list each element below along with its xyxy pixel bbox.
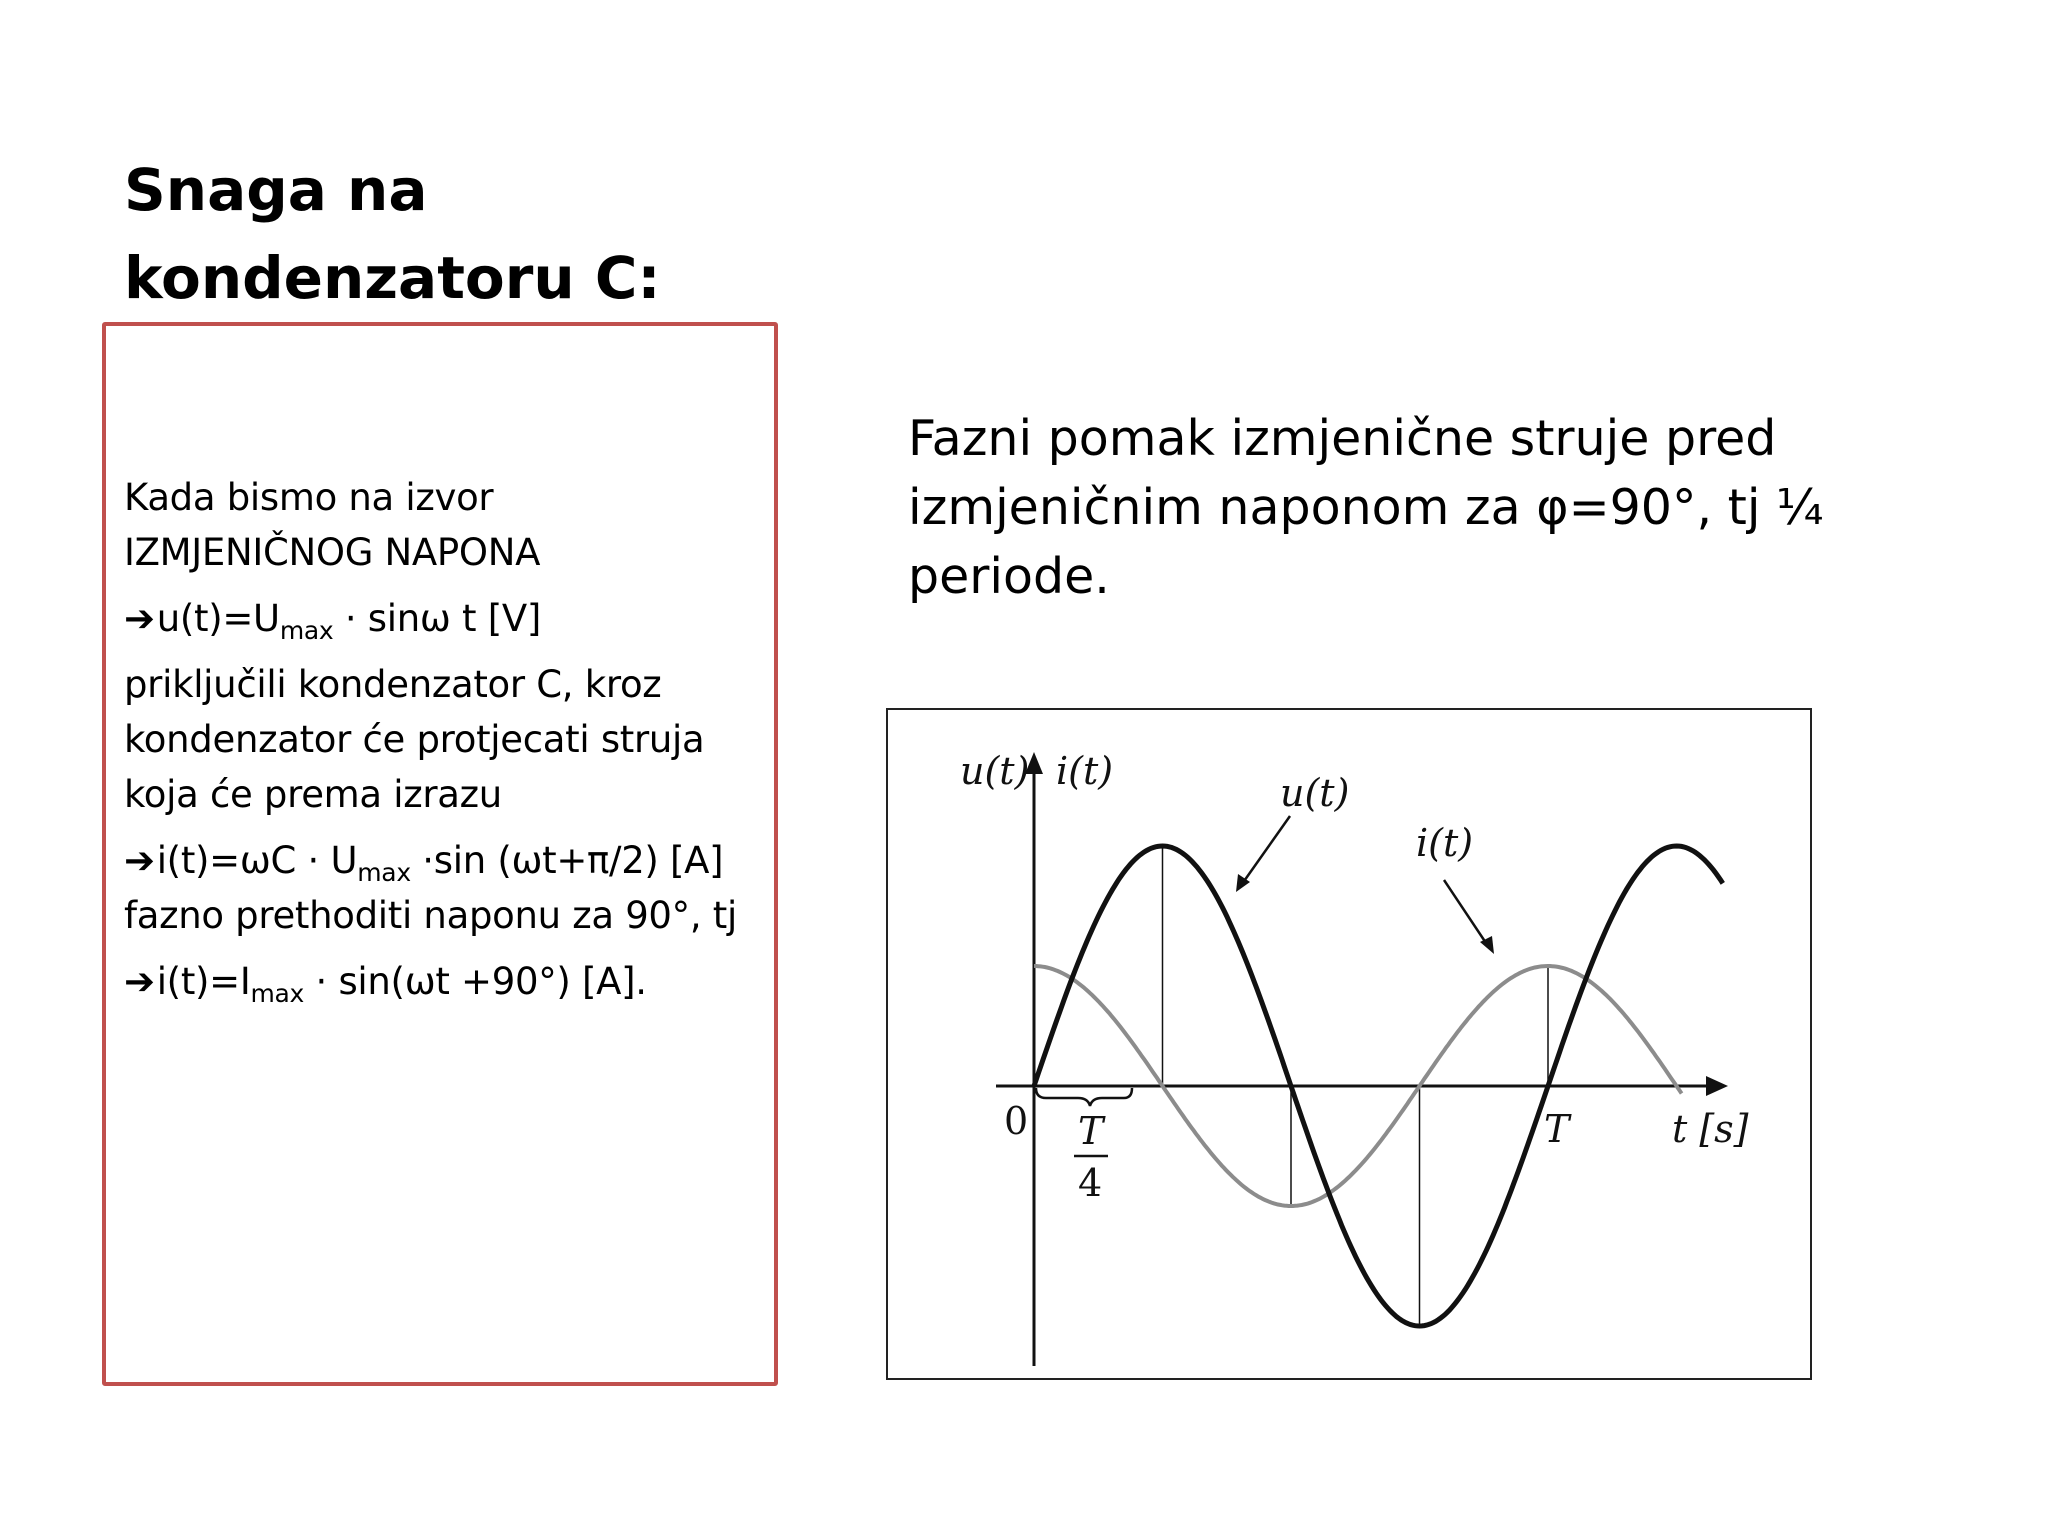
title-line-1: Snaga na bbox=[124, 156, 428, 224]
waveform-figure bbox=[886, 708, 1812, 1380]
text-line: Kada bismo na izvor bbox=[124, 476, 494, 519]
period-label: T bbox=[1544, 1107, 1570, 1151]
formula-part: u(t)=U bbox=[156, 597, 280, 640]
title-line-2: kondenzatoru C: bbox=[124, 244, 661, 312]
right-text-line: Fazni pomak izmjenične struje pred bbox=[908, 410, 1777, 467]
phase-shift-text bbox=[908, 404, 1908, 611]
arrow-icon: ➔ bbox=[124, 839, 155, 882]
formula-voltage bbox=[124, 591, 784, 646]
formula-subscript: max bbox=[250, 979, 305, 1008]
pointer-u bbox=[1242, 816, 1290, 884]
quarter-period-denominator: 4 bbox=[1078, 1161, 1103, 1205]
curve-label-u: u(t) bbox=[1280, 771, 1350, 815]
formula-part: ·sin (ωt+π/2) [A] bbox=[410, 839, 724, 882]
y-axis-label-i: i(t) bbox=[1056, 749, 1114, 793]
waveform-chart bbox=[888, 710, 1814, 1382]
quarter-period-numerator: T bbox=[1078, 1109, 1104, 1153]
formula-part: i(t)=I bbox=[156, 960, 251, 1003]
x-axis-label: t [s] bbox=[1672, 1107, 1749, 1151]
formula-part: · sin(ωt +90°) [A]. bbox=[304, 960, 647, 1003]
quarter-period-bracket bbox=[1036, 1088, 1132, 1106]
arrow-icon: ➔ bbox=[124, 960, 155, 1003]
right-text-line: periode. bbox=[908, 548, 1110, 605]
curve-label-i: i(t) bbox=[1416, 821, 1474, 865]
text-line: koja će prema izrazu bbox=[124, 773, 502, 816]
text-line: fazno prethoditi naponu za 90°, tj bbox=[124, 894, 737, 937]
formula-current-imax bbox=[124, 954, 784, 1009]
right-text-line: izmjeničnim naponom za φ=90°, tj ¼ bbox=[908, 479, 1824, 536]
text-line: IZMJENIČNOG NAPONA bbox=[124, 531, 541, 574]
text-line: kondenzator će protjecati struja bbox=[124, 718, 705, 761]
explanation-text bbox=[124, 470, 784, 1009]
formula-subscript: max bbox=[279, 616, 334, 645]
origin-label: 0 bbox=[1004, 1099, 1029, 1143]
slide-title bbox=[124, 146, 661, 322]
formula-current bbox=[124, 833, 784, 888]
formula-part: · sinω t [V] bbox=[333, 597, 541, 640]
y-axis-label-u: u(t) bbox=[960, 749, 1030, 793]
formula-part: i(t)=ωC · U bbox=[156, 839, 358, 882]
text-line: priključili kondenzator C, kroz bbox=[124, 663, 662, 706]
arrow-icon: ➔ bbox=[124, 597, 155, 640]
formula-subscript: max bbox=[357, 858, 411, 887]
pointer-i bbox=[1444, 880, 1488, 946]
x-axis-arrow-icon bbox=[1706, 1076, 1728, 1096]
